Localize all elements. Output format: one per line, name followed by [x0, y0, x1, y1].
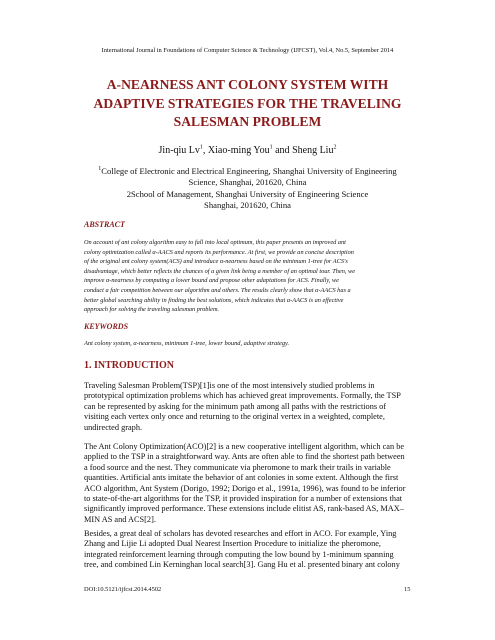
abstract-line: approach for solving the traveling salesman problem.	[84, 306, 220, 314]
affil-mark: 1	[98, 166, 102, 173]
paragraph-line: quantities. Artificial ants imitate the behavior of ant colonies in some extent. Although the first	[84, 473, 399, 483]
paragraph-line: visiting each vertex only once and returning to the original vertex in a weighted, complete,	[84, 412, 385, 422]
introduction-heading: 1. INTRODUCTION	[84, 360, 175, 371]
paragraph-line: can be represented by asking for the minimum path among all paths with the restrictions of	[84, 401, 387, 411]
author-affil-mark: 1	[269, 144, 273, 151]
paragraph-line: ACO algorithm, Ant System (Dorigo, 1992; Dorigo et al., 1991a, 1996), was found to be inferior	[84, 483, 406, 493]
author-name: Jin-qiu Lv	[158, 145, 200, 156]
paragraph-line: Traveling Salesman Problem(TSP)[1]is one of the most intensively studied problems in	[84, 381, 375, 390]
abstract-line: disadvantage, which better reflects the chances of a given link being a member of an optimal tour. Then, we	[84, 267, 356, 275]
paragraph-line: MIN AS and ACS[2].	[84, 514, 156, 524]
abstract-line: On account of ant colony algorithm easy to fall into local optimum, this paper presents an improved ant	[84, 239, 346, 246]
abstract-body	[84, 238, 411, 315]
paragraph-line: a food source and the nest. They communicate via pheromone to mark their trails in variable	[84, 462, 391, 472]
paragraph-line: tree, and combined Lin Kerninghan local search[3]. Gang Hu et al. presented binary ant colony	[84, 560, 400, 570]
abstract-line: improve α-nearness by computing a lower bound and propose other adaptations for ACS. Finally, we	[84, 277, 339, 285]
intro-paragraph	[84, 381, 411, 433]
paragraph-line: Zhang and Lijie Li adopted Dual Nearest Insertion Procedure to initialize the pheromone,	[84, 539, 381, 549]
author-affil-mark: 1	[199, 144, 203, 151]
affiliation-line: Shanghai, 201620, China	[204, 200, 291, 211]
abstract-line: of the original ant colony system(ACS) and introduce α-nearness based on the minimum 1-tree for ACS's	[84, 258, 348, 266]
abstract-line: colony optimization called α-AACS and reports its performance. At first, we provide an concise description	[84, 248, 354, 256]
abstract-line: conduct a fair competition between our algorithm and others. The results clearly show that α-AACS has a	[84, 286, 351, 294]
abstract-line: better global searching ability in finding the best solutions, which indicates that α-AACS is an effective	[84, 296, 344, 304]
title-line: ADAPTIVE STRATEGIES FOR THE TRAVELING	[93, 95, 402, 111]
paper-title	[40, 76, 455, 132]
paragraph-line: significantly improved performance. These extensions include elitist AS, rank-based AS, MAX–	[84, 504, 404, 514]
abstract-heading: ABSTRACT	[84, 220, 125, 229]
author-separator: ,	[202, 145, 208, 156]
doi-footer: DOI:10.5121/ijfcst.2014.4502	[84, 586, 162, 593]
intro-paragraph	[84, 442, 411, 525]
paragraph-line: prototypical optimization problems which has achieved great improvements. Formally, the TSP	[84, 391, 401, 401]
keywords-heading: KEYWORDS	[84, 322, 129, 331]
affiliation-line	[60, 166, 435, 177]
page-number: 15	[404, 586, 411, 593]
intro-paragraph	[84, 529, 411, 571]
journal-header: International Journal in Foundations of Computer Science & Technology (IJFCST), Vol.4, No.5, September 2014	[101, 47, 394, 54]
affiliation-text: College of Electronic and Electrical Engineering, Shanghai University of Engineering	[101, 166, 397, 176]
paragraph-line: Besides, a great deal of scholars has devoted researches and effort in ACO. For example, Ying	[84, 529, 397, 538]
author-name: Xiao-ming You	[207, 145, 270, 156]
paragraph-line: integrated reinforcement learning through computing the low bound by 1-minimum spanning	[84, 549, 394, 559]
paragraph-line: The Ant Colony Optimization(ACO)[2] is a new cooperative intelligent algorithm, which can be	[84, 442, 405, 451]
paragraph-line: to state-of-the-art algorithms for the TSP, it provided inspiration for a number of extensions that	[84, 494, 403, 504]
author-affil-mark: 2	[333, 144, 337, 151]
paragraph-line: applied to the TSP in a straightforward way. Ants are often able to find the shortest path between	[84, 452, 405, 462]
title-line: A-NEARNESS ANT COLONY SYSTEM WITH	[106, 77, 389, 92]
author-separator: and	[272, 145, 293, 156]
affiliation-line: Science, Shanghai, 201620, China	[188, 177, 307, 188]
author-name: Sheng Liu	[292, 145, 334, 156]
title-line: SALESMAN PROBLEM	[173, 114, 322, 129]
affiliation-line: 2School of Management, Shanghai University of Engineering Science	[126, 188, 369, 199]
paragraph-line: undirected graph.	[84, 422, 143, 432]
author-list	[0, 145, 495, 156]
keywords-body: Ant colony system, α-nearness, minimum 1-tree, lower bound, adaptive strategy.	[84, 340, 290, 347]
affiliations	[60, 166, 435, 212]
